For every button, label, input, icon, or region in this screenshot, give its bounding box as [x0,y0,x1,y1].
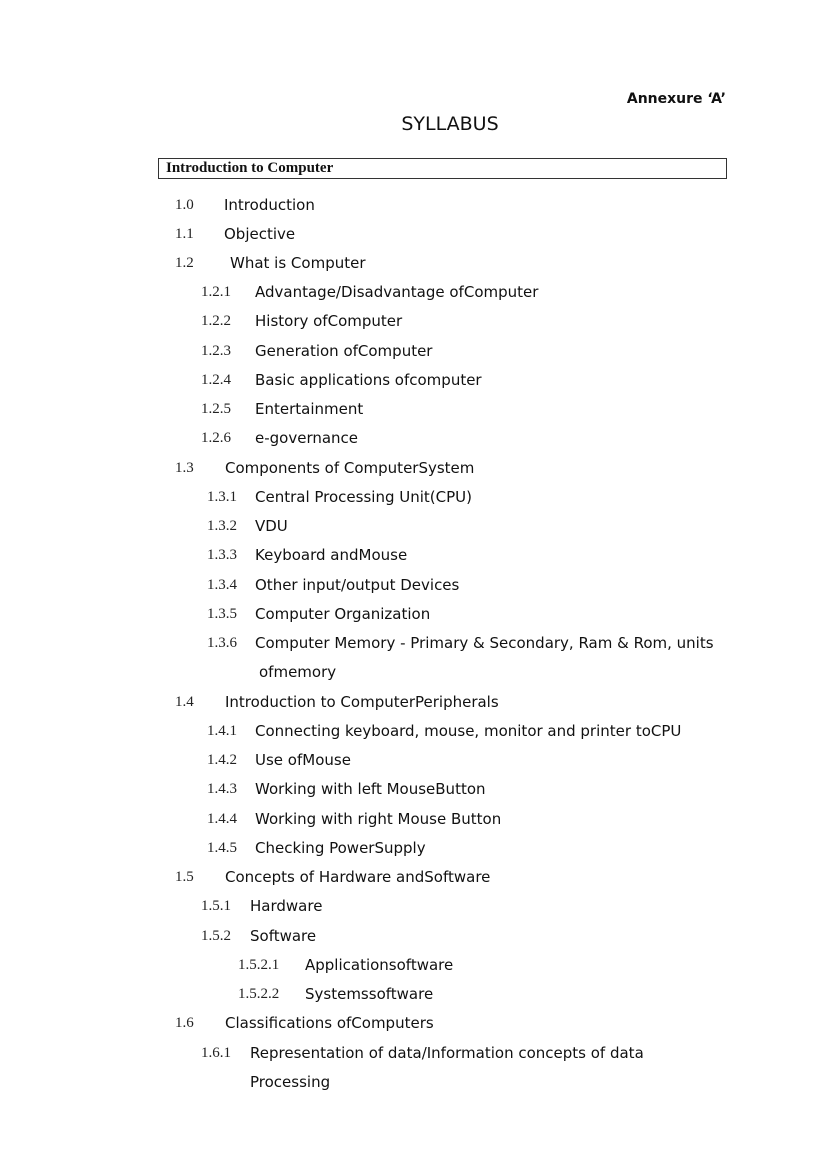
item-text: Working with right Mouse Button [255,810,502,828]
item-text: Basic applications ofcomputer [255,371,482,389]
item-text: Use ofMouse [255,751,351,769]
item-number: 1.2.5 [201,401,231,417]
item-number: 1.3.2 [207,518,237,534]
item-text: Objective [224,225,296,243]
syllabus-item [0,984,827,1008]
syllabus-item [0,516,827,540]
item-text: Connecting keyboard, mouse, monitor and printer toCPU [255,722,682,740]
syllabus-item [0,926,827,950]
syllabus-item [0,955,827,979]
syllabus-item [0,750,827,774]
item-text: Concepts of Hardware andSoftware [225,868,491,886]
item-text: Advantage/Disadvantage ofComputer [255,283,539,301]
item-text: Central Processing Unit(CPU) [255,488,472,506]
item-number: 1.2 [175,255,194,271]
item-number: 1.5.2 [201,928,231,944]
syllabus-item [0,809,827,833]
item-text: History ofComputer [255,312,403,330]
item-text: Processing [250,1073,331,1091]
section-header-box [158,158,727,179]
item-number: 1.3.1 [207,489,237,505]
syllabus-item [0,428,827,452]
item-number: 1.6.1 [201,1045,231,1061]
item-text: Introduction to ComputerPeripherals [225,693,499,711]
syllabus-item [0,399,827,423]
item-number: 1.4.2 [207,752,237,768]
syllabus-item [0,341,827,365]
syllabus-item [0,1043,827,1067]
syllabus-item [0,896,827,920]
syllabus-item [0,487,827,511]
syllabus-item [0,311,827,335]
annexure-label: Annexure ‘A’ [626,91,726,107]
item-number: 1.3.4 [207,577,237,593]
syllabus-item [0,692,827,716]
syllabus-item [0,370,827,394]
item-text: Entertainment [255,400,364,418]
item-text: Systemssoftware [305,985,434,1003]
item-number: 1.0 [175,197,194,213]
item-number: 1.2.1 [201,284,231,300]
syllabus-item [0,838,827,862]
syllabus-item [0,253,827,277]
item-number: 1.5.2.2 [238,986,280,1002]
syllabus-item [0,224,827,248]
item-text: Computer Organization [255,605,431,623]
syllabus-item [0,545,827,569]
syllabus-item [0,282,827,306]
syllabus-item [0,633,827,657]
item-number: 1.5.1 [201,898,231,914]
item-number: 1.6 [175,1015,194,1031]
syllabus-item [0,1013,827,1037]
item-number: 1.4 [175,694,194,710]
item-number: 1.4.3 [207,781,237,797]
syllabus-item [0,575,827,599]
item-text: ofmemory [259,663,337,681]
syllabus-item [0,867,827,891]
item-number: 1.4.4 [207,811,237,827]
item-text: Representation of data/Information concepts of data [250,1044,644,1062]
item-number: 1.4.1 [207,723,237,739]
item-number: 1.2.3 [201,343,231,359]
item-text: Computer Memory - Primary & Secondary, Ram & Rom, units [255,634,714,652]
syllabus-item-continuation [0,1072,827,1096]
item-number: 1.2.2 [201,313,231,329]
item-text: Checking PowerSupply [255,839,426,857]
item-text: Classifications ofComputers [225,1014,434,1032]
syllabus-item [0,779,827,803]
syllabus-item [0,458,827,482]
item-text: VDU [255,517,288,535]
syllabus-item-continuation [0,662,827,686]
syllabus-item [0,721,827,745]
item-text: Other input/output Devices [255,576,460,594]
item-text: What is Computer [230,254,366,272]
item-number: 1.5.2.1 [238,957,280,973]
item-text: Components of ComputerSystem [225,459,475,477]
item-text: Working with left MouseButton [255,780,486,798]
item-text: Hardware [250,897,323,915]
item-number: 1.3 [175,460,194,476]
item-number: 1.3.6 [207,635,237,651]
item-number: 1.5 [175,869,194,885]
item-number: 1.2.6 [201,430,231,446]
item-number: 1.4.5 [207,840,237,856]
item-text: Applicationsoftware [305,956,454,974]
item-number: 1.3.5 [207,606,237,622]
item-text: Keyboard andMouse [255,546,408,564]
page-title: SYLLABUS [401,113,499,135]
item-number: 1.3.3 [207,547,237,563]
syllabus-item [0,195,827,219]
item-number: 1.1 [175,226,194,242]
section-title: Introduction to Computer [166,160,334,176]
syllabus-item [0,604,827,628]
item-text: Software [250,927,317,945]
item-text: Generation ofComputer [255,342,433,360]
item-number: 1.2.4 [201,372,231,388]
item-text: Introduction [224,196,315,214]
item-text: e-governance [255,429,359,447]
